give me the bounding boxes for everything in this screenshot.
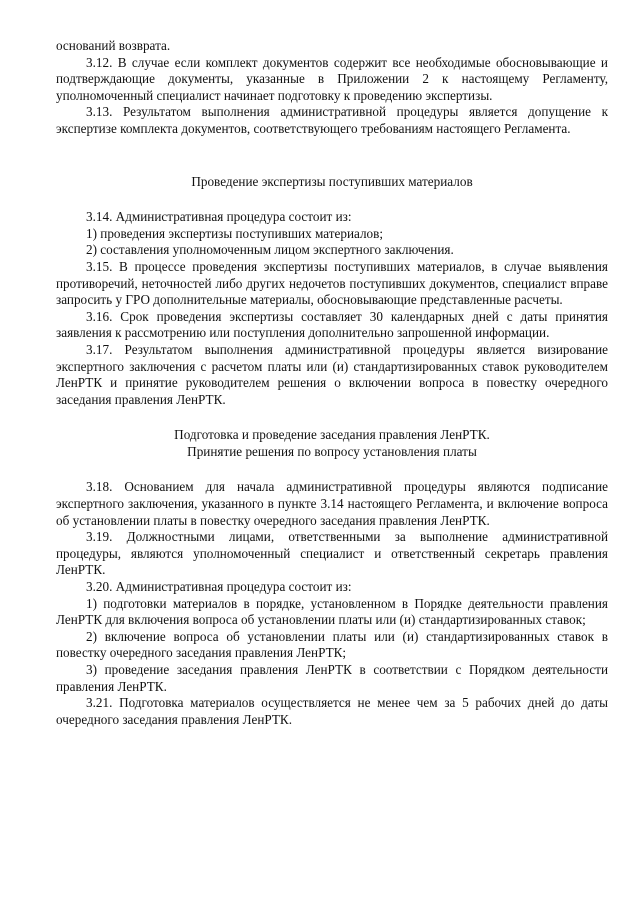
section-heading-expertise: Проведение экспертизы поступивших материалов — [191, 173, 473, 189]
paragraph-3-16: 3.16. Срок проведения экспертизы составляет 30 календарных дней с даты принятия заявления к рассмотрению или поступления дополнительно запрошенной информации. — [56, 308, 608, 341]
section-subheading-fee-decision: Принятие решения по вопросу установления платы — [187, 443, 477, 459]
list-item-3-20-3: 3) проведение заседания правления ЛенРТК в соответствии с Порядком деятельности правления ЛенРТК. — [56, 662, 608, 694]
paragraph-3-14: 3.14. Административная процедура состоит из: — [86, 209, 352, 225]
paragraph-3-20: 3.20. Административная процедура состоит из: — [86, 579, 352, 595]
list-item-3-14-2: 2) составления уполномоченным лицом экспертного заключения. — [86, 242, 454, 258]
paragraph-3-12: 3.12. В случае если комплект документов содержит все необходимые обосновывающие и подтверждающие документы, указанные в Приложении 2 к настоящему Регламенту, уполномоченный специалист начинает подготовку к проведению экспертизы. — [56, 54, 608, 103]
list-item-3-20-1: 1) подготовки материалов в порядке, установленном в Порядке деятельности правления ЛенРТК для включения вопроса об установлении платы или (и) стандартизированных ставок; — [56, 595, 608, 628]
paragraph-3-21: 3.21. Подготовка материалов осуществляется не менее чем за 5 рабочих дней до даты очередного заседания правления ЛенРТК. — [56, 695, 608, 727]
section-heading-board-meeting: Подготовка и проведение заседания правления ЛенРТК. — [174, 427, 490, 443]
paragraph-3-13: 3.13. Результатом выполнения административной процедуры является допущение к экспертизе комплекта документов, соответствующего требованиям настоящего Регламента. — [56, 104, 608, 136]
paragraph-3-17: 3.17. Результатом выполнения административной процедуры является визирование экспертного заключения с расчетом платы или (и) стандартизированных ставок руководителем ЛенРТК и принятие руководителем решения о включении вопроса в повестку очередного заседания правления ЛенРТК. — [56, 341, 608, 407]
paragraph-3-18: 3.18. Основанием для начала административной процедуры являются подписание экспертного заключения, указанного в пункте 3.14 настоящего Регламента, и включение вопроса об установлении платы в повестку очередного заседания правления ЛенРТК. — [56, 479, 608, 528]
paragraph-3-19: 3.19. Должностными лицами, ответственными за выполнение административной процедуры, являются уполномоченный специалист и ответственный секретарь правления ЛенРТК. — [56, 529, 608, 578]
paragraph-3-15: 3.15. В процессе проведения экспертизы поступивших материалов, в случае выявления противоречий, неточностей либо других недочетов поступивших документов, специалист вправе запросить у ГРО дополнительные материалы, обосновывающие представленные расчеты. — [56, 258, 608, 308]
list-item-3-14-1: 1) проведения экспертизы поступивших материалов; — [86, 225, 384, 241]
paragraph-continuation: оснований возврата. — [56, 38, 171, 53]
list-item-3-20-2: 2) включение вопроса об установлении платы или (и) стандартизированных ставок в повестку очередного заседания правления ЛенРТК; — [56, 628, 608, 661]
